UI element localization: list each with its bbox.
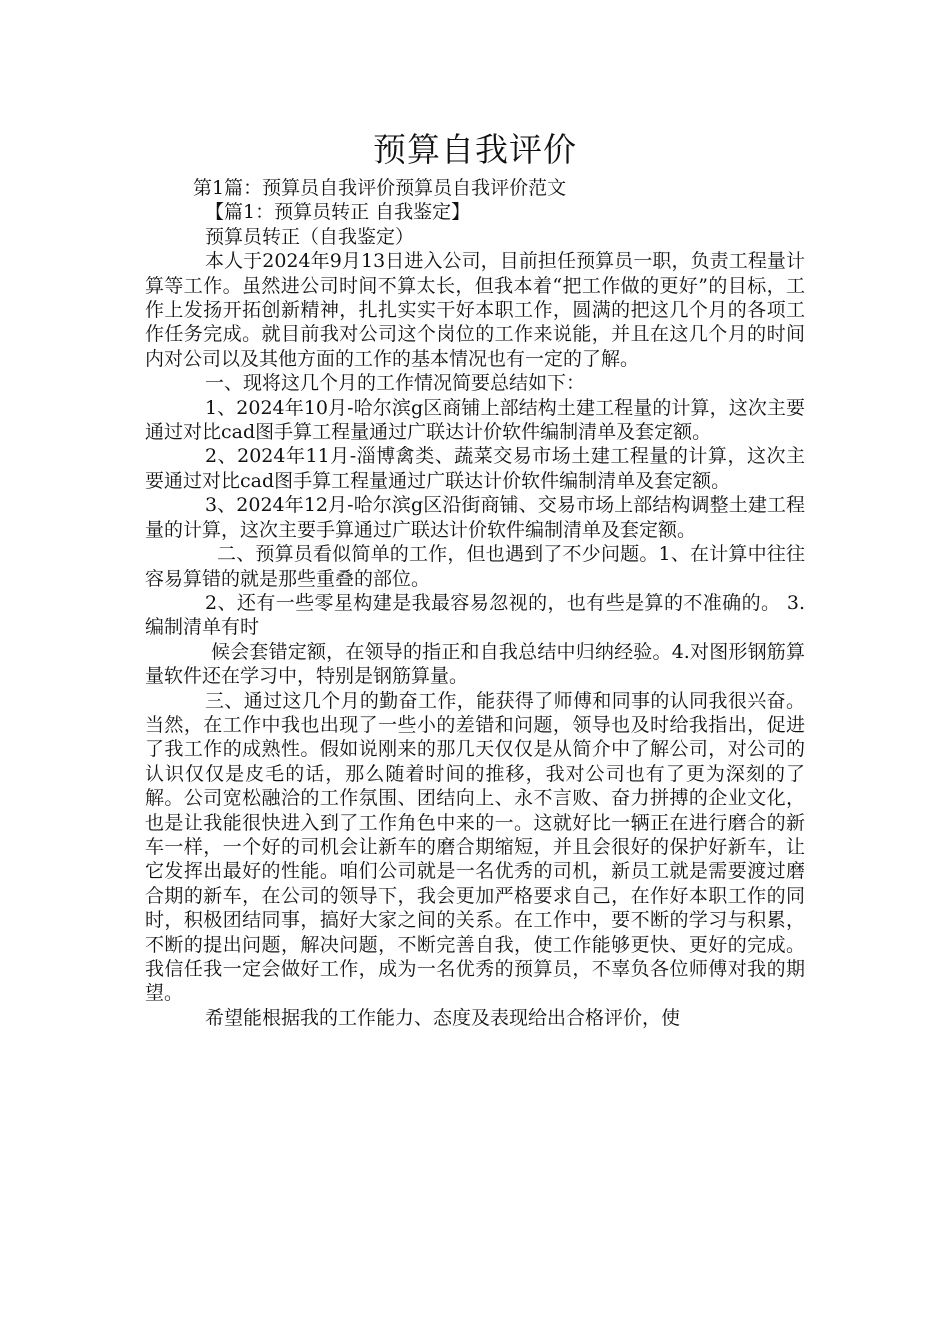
work-item-2: 2、2024年11月-淄博禽类、蔬菜交易市场土建工程量的计算，这次主要通过对比cad图手算工程量通过广联达计价软件编制清单及套定额。 <box>145 445 805 492</box>
work-item-3: 3、2024年12月-哈尔滨g区沿街商铺、交易市场上部结构调整土建工程量的计算，这次主要手算通过广联达计价软件编制清单及套定额。 <box>145 494 805 541</box>
article-heading: 第1篇：预算员自我评价预算员自我评价范文 <box>193 177 567 199</box>
intro-paragraph: 本人于2024年9月13日进入公司，目前担任预算员一职，负责工程量计算等工作。虽然进公司时间不算太长，但我本着“把工作做的更好”的目标，工作上发扬开拓创新精神，扎扎实实干好本职工作，圆满的把这几个月的各项工作任务完成。就目前我对公司这个岗位的工作来说能，并且在这几个月的时间内对公司以及其他方面的工作的基本情况也有一定的了解。 <box>145 250 805 370</box>
sub-heading: 预算员转正（自我鉴定） <box>205 225 415 248</box>
document-title: 预算自我评价 <box>373 130 577 169</box>
closing-paragraph: 希望能根据我的工作能力、态度及表现给出合格评价，使 <box>205 1006 681 1029</box>
summary-heading: 一、现将这几个月的工作情况简要总结如下： <box>205 372 586 395</box>
document-body <box>145 176 805 1030</box>
problems-paragraph: 二、预算员看似简单的工作，但也遇到了不少问题。1、在计算中往往容易算错的就是那些重叠的部位。 <box>145 543 805 590</box>
reflection-paragraph: 三、通过这几个月的勤奋工作，能获得了师傅和同事的认同我很兴奋。当然，在工作中我也出现了一些小的差错和问题，领导也及时给我指出，促进了我工作的成熟性。假如说刚来的那几天仅仅是从简介中了解公司，对公司的认识仅仅是皮毛的话，那么随着时间的推移，我对公司也有了更为深刻的了解。公司宽松融洽的工作氛围、团结向上、永不言败、奋力拼搏的企业文化，也是让我能很快进入到了工作角色中来的一。这就好比一辆正在进行磨合的新车一样，一个好的司机会让新车的磨合期缩短，并且会很好的保护好新车，让它发挥出最好的性能。咱们公司就是一名优秀的司机，新员工就是需要渡过磨合期的新车，在公司的领导下，我会更加严格要求自己，在作好本职工作的同时，积极团结同事，搞好大家之间的关系。在工作中，要不断的学习与积累，不断的提出问题，解决问题，不断完善自我，使工作能够更快、更好的完成。我信任我一定会做好工作，成为一名优秀的预算员，不辜负各位师傅对我的期望。 <box>145 689 805 1005</box>
problems-paragraph-3: 候会套错定额，在领导的指正和自我总结中归纳经验。4.对图形钢筋算量软件还在学习中，特别是钢筋算量。 <box>145 640 805 688</box>
section-heading: 【篇1：预算员转正 自我鉴定】 <box>205 201 471 224</box>
problems-paragraph-2: 2、还有一些零星构建是我最容易忽视的，也有些是算的不准确的。 3.编制清单有时 <box>145 591 805 639</box>
work-item-1: 1、2024年10月-哈尔滨g区商铺上部结构土建工程量的计算，这次主要通过对比cad图手算工程量通过广联达计价软件编制清单及套定额。 <box>145 396 805 444</box>
